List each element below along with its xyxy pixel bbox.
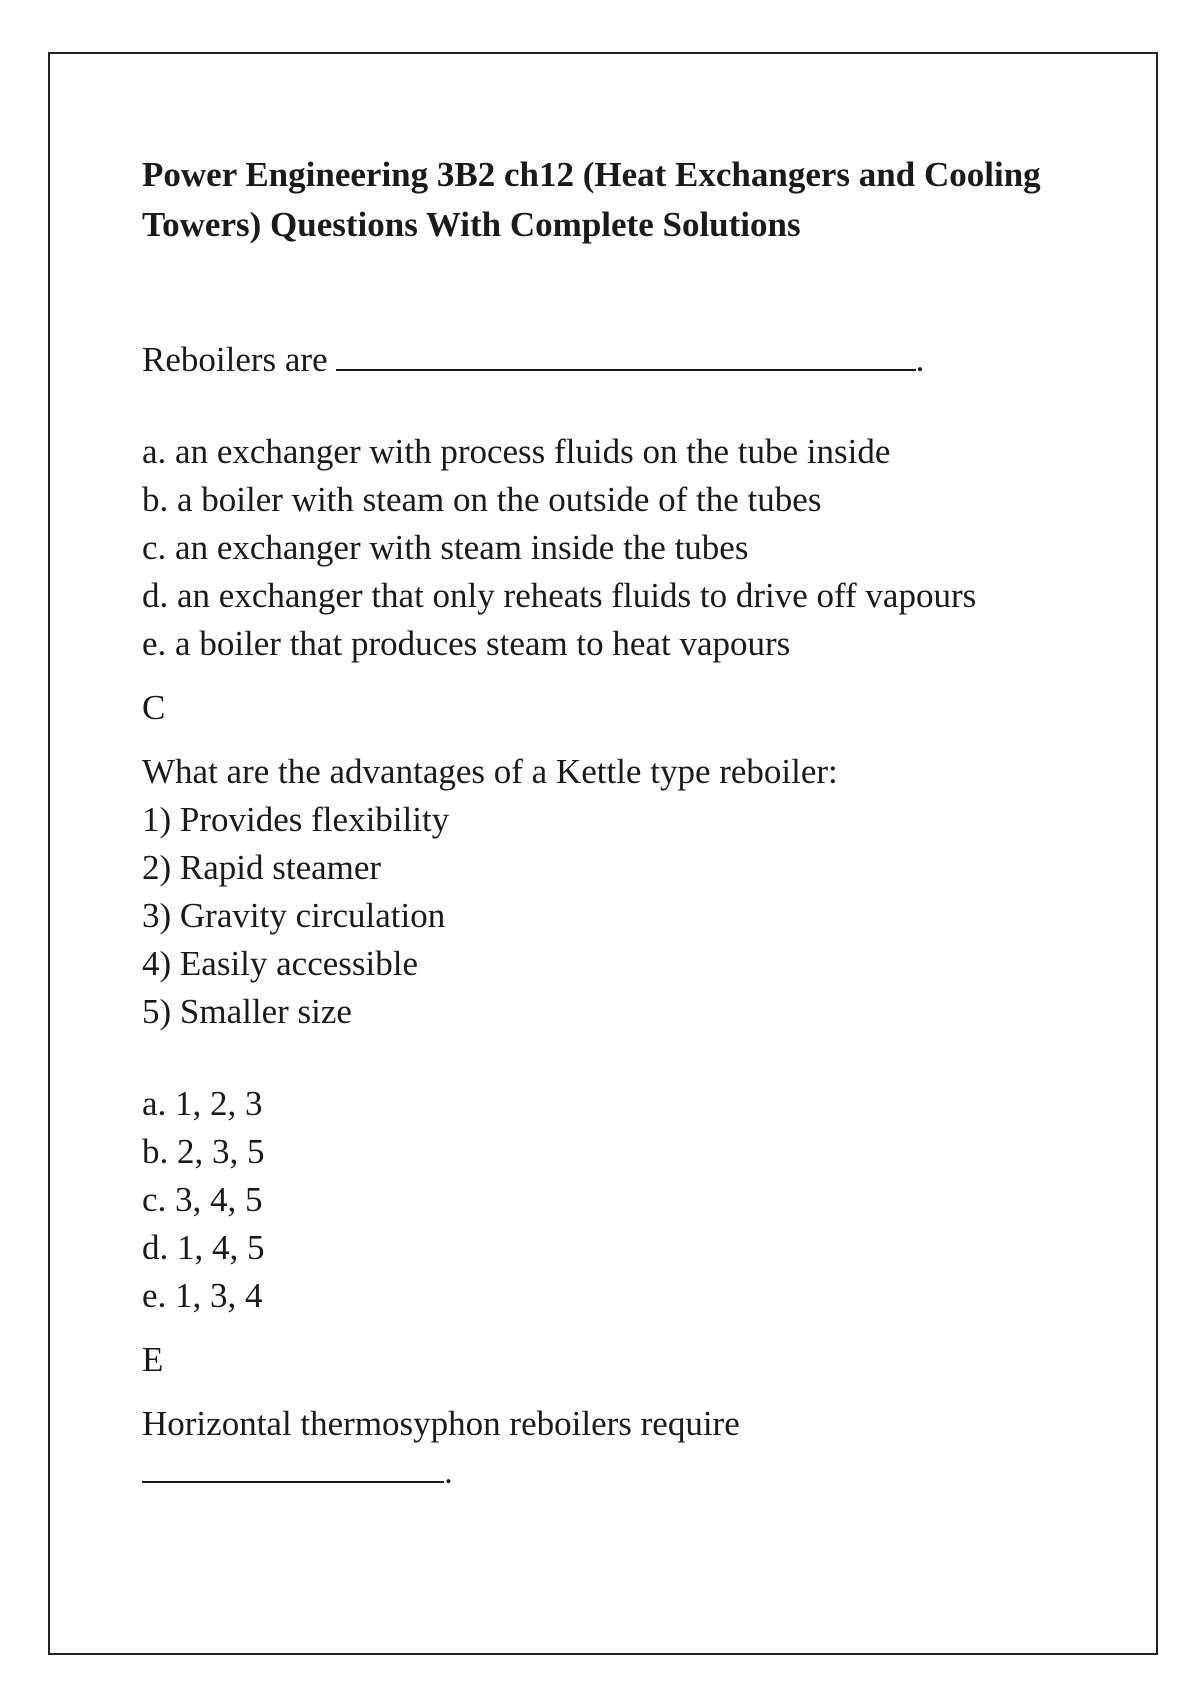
list-item: 5) Smaller size xyxy=(142,992,352,1031)
question-1-stem-text: Reboilers are xyxy=(142,340,328,379)
list-item: 1) Provides flexibility xyxy=(142,800,450,839)
question-3-blank-line xyxy=(142,1448,1082,1496)
question-2-answer: E xyxy=(142,1340,164,1379)
answer-blank xyxy=(142,1451,444,1483)
title-line-2: Towers) Questions With Complete Solutions xyxy=(142,205,801,244)
option: d. 1, 4, 5 xyxy=(142,1228,265,1267)
question-1-answer: C xyxy=(142,688,166,727)
option: c. an exchanger with steam inside the tubes xyxy=(142,528,749,567)
question-2-options xyxy=(142,1080,1082,1320)
option: a. 1, 2, 3 xyxy=(142,1084,263,1123)
list-item: 3) Gravity circulation xyxy=(142,896,446,935)
question-2-stem: What are the advantages of a Kettle type reboiler: xyxy=(142,752,838,791)
question-3-stem-end: . xyxy=(444,1452,453,1491)
option: c. 3, 4, 5 xyxy=(142,1180,263,1219)
title-line-1: Power Engineering 3B2 ch12 (Heat Exchangers and Cooling xyxy=(142,155,1041,194)
option: b. 2, 3, 5 xyxy=(142,1132,265,1171)
option: e. 1, 3, 4 xyxy=(142,1276,263,1315)
option: e. a boiler that produces steam to heat vapours xyxy=(142,624,791,663)
answer-blank xyxy=(336,339,916,371)
document-content xyxy=(142,150,1082,1496)
question-1-options xyxy=(142,428,1082,668)
question-2-items xyxy=(142,796,1082,1036)
list-item: 2) Rapid steamer xyxy=(142,848,382,887)
list-item: 4) Easily accessible xyxy=(142,944,419,983)
option: a. an exchanger with process fluids on the tube inside xyxy=(142,432,891,471)
document-title xyxy=(142,150,1082,250)
question-3-stem: Horizontal thermosyphon reboilers require xyxy=(142,1404,740,1443)
question-1-stem-end: . xyxy=(915,340,925,379)
option: b. a boiler with steam on the outside of the tubes xyxy=(142,480,822,519)
question-1-stem xyxy=(142,336,1082,384)
option: d. an exchanger that only reheats fluids to drive off vapours xyxy=(142,576,977,615)
